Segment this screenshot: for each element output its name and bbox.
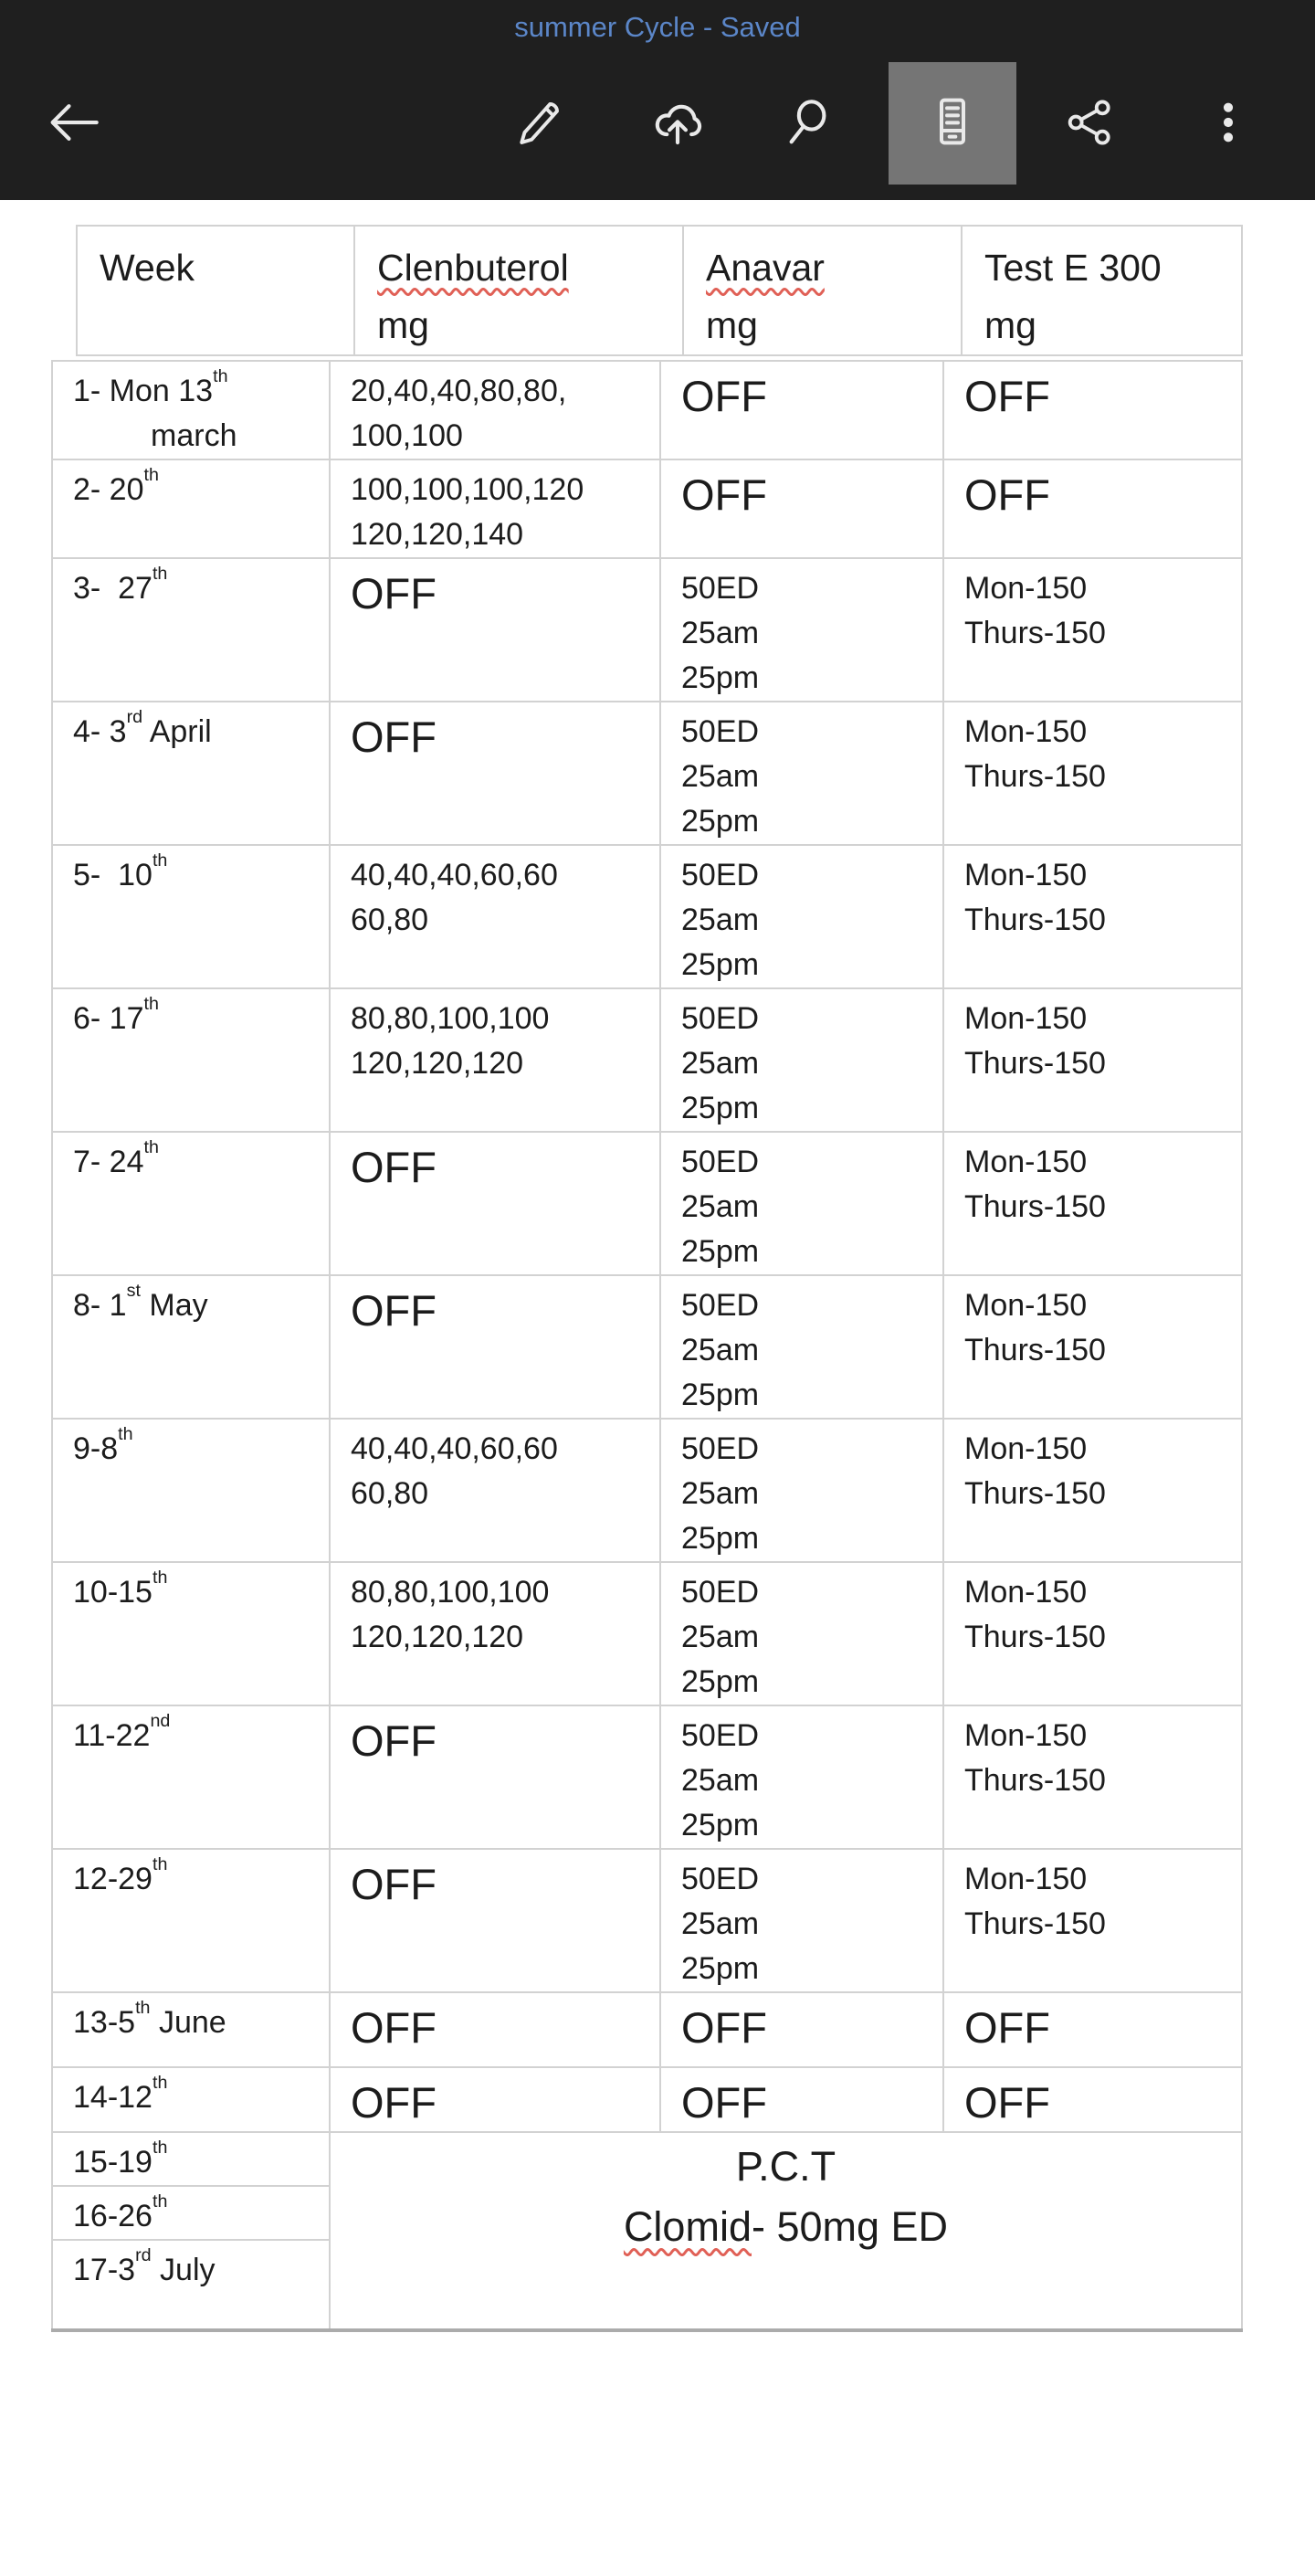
table-cell[interactable]: Mon-150 Thurs-150 bbox=[943, 1275, 1242, 1419]
table-cell[interactable]: 14-12th bbox=[52, 2067, 330, 2132]
table-row bbox=[52, 1562, 1242, 1705]
table-row bbox=[52, 459, 1242, 558]
search-icon bbox=[783, 92, 843, 157]
header-cell[interactable]: Test E 300 mg bbox=[962, 226, 1242, 355]
table-cell[interactable]: 80,80,100,100 120,120,120 bbox=[330, 988, 660, 1132]
table-row bbox=[52, 558, 1242, 702]
table-row bbox=[52, 1275, 1242, 1419]
table-cell[interactable]: 50ED 25am 25pm bbox=[660, 1705, 943, 1849]
spellcheck-squiggle: Anavar bbox=[706, 247, 825, 289]
table-cell[interactable]: Mon-150 Thurs-150 bbox=[943, 702, 1242, 845]
table-cell[interactable]: 50ED 25am 25pm bbox=[660, 845, 943, 988]
table-cell[interactable]: 50ED 25am 25pm bbox=[660, 1275, 943, 1419]
table-cell[interactable]: 20,40,40,80,80, 100,100 bbox=[330, 361, 660, 459]
table-cell[interactable]: 40,40,40,60,60 60,80 bbox=[330, 845, 660, 988]
table-row bbox=[52, 1132, 1242, 1275]
table-row bbox=[52, 2132, 1242, 2186]
table-cell[interactable]: Mon-150 Thurs-150 bbox=[943, 988, 1242, 1132]
table-cell[interactable]: Mon-150 Thurs-150 bbox=[943, 558, 1242, 702]
doc-body-table bbox=[51, 360, 1243, 2332]
table-cell[interactable]: 11-22nd bbox=[52, 1705, 330, 1849]
table-cell[interactable]: OFF bbox=[330, 1132, 660, 1275]
table-row bbox=[52, 361, 1242, 459]
table-cell[interactable]: 17-3rd July bbox=[52, 2240, 330, 2330]
table-cell[interactable]: OFF bbox=[330, 1705, 660, 1849]
doc-header-table bbox=[76, 225, 1243, 356]
table-cell[interactable]: 50ED 25am 25pm bbox=[660, 702, 943, 845]
header-cell[interactable]: Anavar mg bbox=[683, 226, 962, 355]
overflow-menu-button[interactable] bbox=[1186, 82, 1270, 166]
table-row bbox=[52, 1992, 1242, 2067]
table-cell[interactable]: OFF bbox=[660, 1992, 943, 2067]
table-cell[interactable]: 9-8th bbox=[52, 1419, 330, 1562]
table-row bbox=[52, 1849, 1242, 1992]
table-cell[interactable]: 50ED 25am 25pm bbox=[660, 558, 943, 702]
document-page[interactable] bbox=[0, 225, 1315, 2332]
table-cell[interactable]: OFF bbox=[330, 558, 660, 702]
back-arrow-icon bbox=[44, 92, 104, 157]
table-cell[interactable]: 3- 27th bbox=[52, 558, 330, 702]
table-row bbox=[52, 2067, 1242, 2132]
document-title: summer Cycle - Saved bbox=[514, 11, 801, 43]
table-cell[interactable]: OFF bbox=[330, 2067, 660, 2132]
table-cell[interactable]: OFF bbox=[943, 459, 1242, 558]
table-cell[interactable]: Mon-150 Thurs-150 bbox=[943, 1419, 1242, 1562]
table-row bbox=[52, 1419, 1242, 1562]
table-cell[interactable]: 50ED 25am 25pm bbox=[660, 1849, 943, 1992]
table-cell[interactable]: 6- 17th bbox=[52, 988, 330, 1132]
edit-pencil-icon bbox=[510, 94, 567, 155]
table-cell[interactable]: 12-29th bbox=[52, 1849, 330, 1992]
table-cell[interactable]: Mon-150 Thurs-150 bbox=[943, 1705, 1242, 1849]
mobile-view-button[interactable] bbox=[889, 62, 1016, 185]
table-cell[interactable]: 7- 24th bbox=[52, 1132, 330, 1275]
table-cell[interactable]: OFF bbox=[330, 1992, 660, 2067]
edit-button[interactable] bbox=[497, 82, 581, 166]
table-cell[interactable]: 80,80,100,100 120,120,120 bbox=[330, 1562, 660, 1705]
mobile-view-icon bbox=[923, 92, 982, 155]
table-cell[interactable]: OFF bbox=[330, 702, 660, 845]
share-button[interactable] bbox=[1047, 82, 1131, 166]
search-button[interactable] bbox=[771, 82, 855, 166]
table-cell[interactable]: 8- 1st May bbox=[52, 1275, 330, 1419]
header-row bbox=[77, 226, 1242, 355]
table-cell[interactable]: 15-19th bbox=[52, 2132, 330, 2186]
header-cell[interactable]: Clenbuterol mg bbox=[354, 226, 683, 355]
table-cell[interactable]: 100,100,100,120 120,120,140 bbox=[330, 459, 660, 558]
overflow-menu-icon bbox=[1202, 96, 1255, 153]
table-cell[interactable]: OFF bbox=[660, 459, 943, 558]
table-cell[interactable]: 50ED 25am 25pm bbox=[660, 1132, 943, 1275]
table-cell[interactable]: 1- Mon 13th march bbox=[52, 361, 330, 459]
table-cell[interactable]: OFF bbox=[943, 2067, 1242, 2132]
cloud-upload-icon bbox=[647, 92, 708, 157]
table-row bbox=[52, 988, 1242, 1132]
table-row bbox=[52, 702, 1242, 845]
table-cell[interactable]: 50ED 25am 25pm bbox=[660, 988, 943, 1132]
table-cell[interactable]: 2- 20th bbox=[52, 459, 330, 558]
spellcheck-squiggle: Clenbuterol bbox=[377, 247, 569, 289]
table-cell[interactable]: 50ED 25am 25pm bbox=[660, 1562, 943, 1705]
table-cell[interactable]: Mon-150 Thurs-150 bbox=[943, 845, 1242, 988]
toolbar bbox=[0, 0, 1315, 200]
table-cell[interactable]: 10-15th bbox=[52, 1562, 330, 1705]
table-cell[interactable]: OFF bbox=[330, 1275, 660, 1419]
spellcheck-squiggle: Clomid bbox=[623, 2203, 752, 2250]
table-cell[interactable]: 16-26th bbox=[52, 2186, 330, 2240]
table-cell[interactable]: OFF bbox=[943, 1992, 1242, 2067]
table-cell[interactable]: OFF bbox=[943, 361, 1242, 459]
table-cell[interactable]: 40,40,40,60,60 60,80 bbox=[330, 1419, 660, 1562]
table-cell[interactable]: Mon-150 Thurs-150 bbox=[943, 1849, 1242, 1992]
pct-merged-cell[interactable]: P.C.T Clomid- 50mg ED bbox=[330, 2132, 1242, 2330]
table-cell[interactable]: Mon-150 Thurs-150 bbox=[943, 1562, 1242, 1705]
share-icon bbox=[1061, 94, 1118, 155]
table-cell[interactable]: Mon-150 Thurs-150 bbox=[943, 1132, 1242, 1275]
back-button[interactable] bbox=[32, 82, 116, 166]
table-cell[interactable]: OFF bbox=[330, 1849, 660, 1992]
table-cell[interactable]: 13-5th June bbox=[52, 1992, 330, 2067]
table-cell[interactable]: 4- 3rd April bbox=[52, 702, 330, 845]
table-cell[interactable]: 50ED 25am 25pm bbox=[660, 1419, 943, 1562]
body-rows bbox=[52, 361, 1242, 2330]
table-row bbox=[52, 845, 1242, 988]
upload-save-button[interactable] bbox=[636, 82, 720, 166]
table-row bbox=[52, 1705, 1242, 1849]
table-cell[interactable]: OFF bbox=[660, 361, 943, 459]
header-cell[interactable]: Week bbox=[77, 226, 354, 355]
table-cell[interactable]: OFF bbox=[660, 2067, 943, 2132]
table-cell[interactable]: 5- 10th bbox=[52, 845, 330, 988]
